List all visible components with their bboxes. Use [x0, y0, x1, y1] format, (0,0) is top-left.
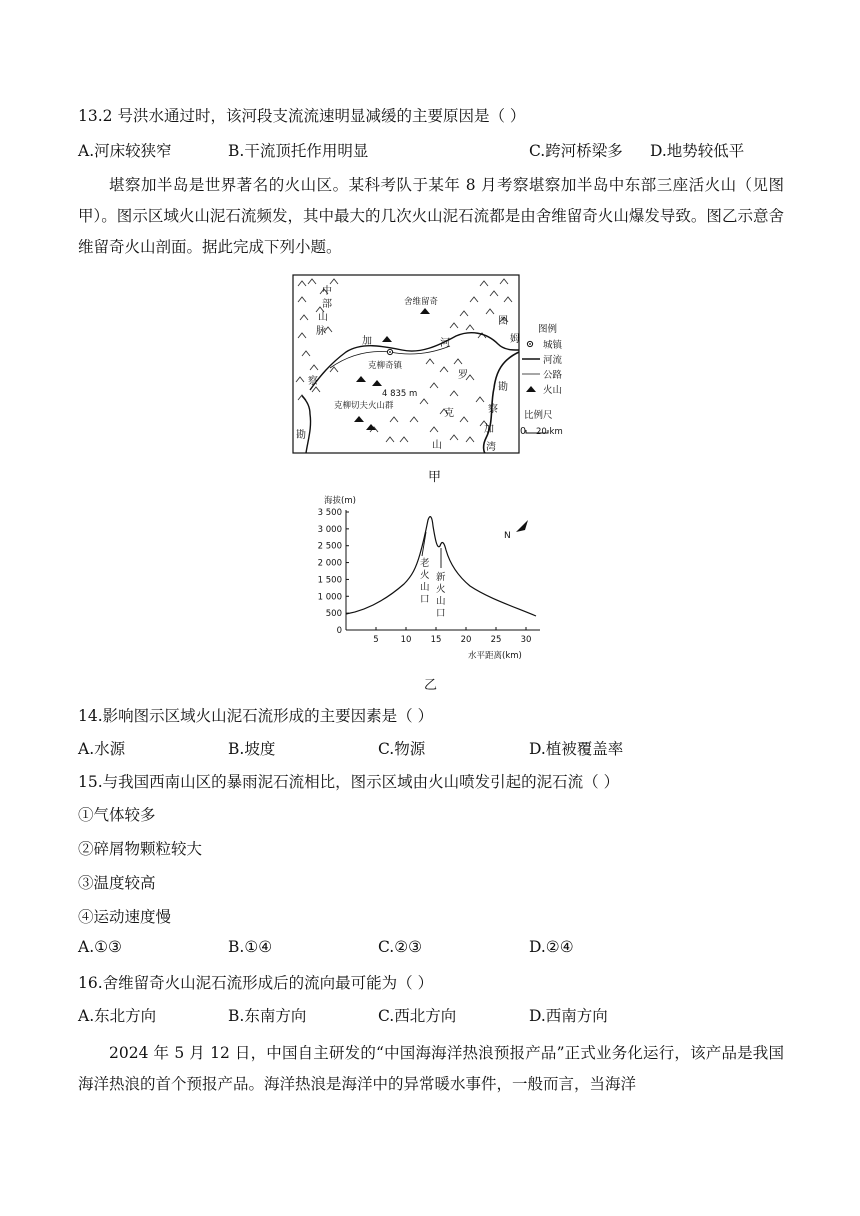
map-label-shan2: 山	[432, 440, 442, 451]
legend-town: 城镇	[543, 340, 563, 351]
q13-option-a: A.河床较狭窄	[78, 142, 172, 160]
profile-ylabel: 海拔(m)	[324, 496, 356, 506]
map-label-kan-bay: 勘	[498, 382, 508, 393]
q15-item-1: ①气体较多	[78, 806, 156, 824]
legend-volcano: 火山	[543, 385, 563, 396]
map-label-elevation: 4 835 m	[382, 389, 418, 399]
new-crater-char-1: 新	[436, 572, 446, 583]
intro-paragraph-kamchatka: 堪察加半岛是世界著名的火山区。某科考队于某年 8 月考察堪察加半岛中东部三座活火山（见图甲）。图示区域火山泥石流频发，其中最大的几次火山泥石流都是由舍维留奇火山爆发导致。图乙示意舍维留奇火山剖面。据此完成下列小题。	[78, 176, 784, 256]
north-label: N	[504, 531, 511, 541]
map-label-he: 河	[440, 338, 450, 349]
map-label-cha: 察	[308, 376, 318, 387]
legend-river: 河流	[543, 355, 563, 366]
profile-ytick-label: 1 000	[318, 592, 342, 603]
old-crater-char-2: 火	[420, 570, 430, 581]
profile-xtick-label: 25	[490, 635, 502, 645]
legend-title: 图例	[538, 324, 558, 335]
intro-paragraph-marine-heatwave: 2024 年 5 月 12 日，中国自主研发的“中国海海洋热浪预报产品”正式业务化运行，该产品是我国海洋热浪的首个预报产品。海洋热浪是海洋中的异常暖水事件，一般而言，当海洋	[78, 1044, 784, 1093]
q15-option-a: A.①③	[78, 938, 122, 956]
map-label-wan: 湾	[486, 442, 496, 453]
q13-stem: 13.2 号洪水通过时，该河段支流流速明显减缓的主要原因是（ ）	[78, 107, 526, 125]
map-legend	[520, 323, 564, 437]
map-label-luo: 罗	[458, 370, 468, 381]
map-svg	[290, 272, 580, 460]
q14-option-c: C.物源	[378, 740, 426, 758]
profile-ytick-label: 2 000	[318, 558, 342, 569]
scale-title: 比例尺	[524, 410, 553, 421]
profile-xtick-label: 15	[430, 635, 442, 645]
new-crater-char-2: 火	[436, 584, 446, 595]
q15-item-3: ③温度较高	[78, 874, 156, 892]
q15-item-4: ④运动速度慢	[78, 908, 172, 926]
map-label-tu: 图	[498, 316, 508, 327]
map-caption: 甲	[428, 470, 442, 485]
map-label-shan: 山	[318, 312, 328, 323]
map-label-jia-bay: 加	[484, 424, 494, 435]
north-arrow-icon	[516, 520, 528, 532]
profile-ytick-label: 500	[325, 609, 342, 620]
map-label-bu: 部	[322, 299, 332, 310]
old-crater-char-3: 山	[420, 582, 430, 593]
q15-stem: 15.与我国西南山区的暴雨泥石流相比，图示区域由火山喷发引起的泥石流（ ）	[78, 773, 620, 791]
map-label-zhong: 中	[322, 286, 332, 297]
map-label-ke: 克	[444, 408, 454, 419]
profile-ytick-label: 1 500	[318, 575, 342, 586]
map-label-mu: 姆	[510, 334, 520, 345]
q15-option-d: D.②④	[529, 938, 574, 956]
profile-xtick-label: 30	[520, 635, 532, 645]
profile-ytick-label: 2 500	[318, 541, 342, 552]
map-figure	[290, 272, 580, 460]
profile-xlabel: 水平距离(km)	[468, 651, 522, 661]
q16-option-b: B.东南方向	[228, 1007, 307, 1025]
q16-stem: 16.舍维留奇火山泥石流形成后的流向最可能为（ ）	[78, 974, 434, 992]
profile-ytick-label: 3 000	[318, 524, 342, 535]
map-label-keliuqi-town: 克柳奇镇	[368, 361, 403, 371]
profile-figure	[318, 492, 550, 664]
new-crater-char-4: 口	[436, 608, 446, 619]
profile-xtick-label: 10	[400, 635, 412, 645]
q16-option-c: C.西北方向	[378, 1007, 457, 1025]
profile-ytick-label: 0	[336, 626, 342, 636]
q16-option-a: A.东北方向	[78, 1007, 157, 1025]
q15-item-2: ②碎屑物颗粒较大	[78, 840, 203, 858]
map-label-shevelyuch: 舍维留奇	[404, 297, 439, 307]
q14-stem: 14.影响图示区域火山泥石流形成的主要因素是（ ）	[78, 707, 434, 725]
old-crater-char-1: 老	[420, 558, 430, 569]
q15-option-b: B.①④	[228, 938, 273, 956]
q16-option-d: D.西南方向	[529, 1007, 608, 1025]
old-crater-char-4: 口	[420, 594, 430, 605]
profile-xtick-label: 20	[460, 635, 472, 645]
profile-svg	[318, 492, 550, 664]
q14-option-a: A.水源	[78, 740, 126, 758]
q14-option-b: B.坡度	[228, 740, 276, 758]
new-crater-char-3: 山	[436, 596, 446, 607]
map-label-kan-left: 勘	[296, 430, 306, 441]
map-label-mai: 脉	[316, 326, 326, 337]
scale-zero: 0	[520, 426, 527, 437]
profile-ytick-label: 3 500	[318, 508, 342, 518]
profile-caption: 乙	[424, 678, 438, 693]
profile-xtick-label: 5	[373, 635, 379, 645]
legend-volcano-icon	[526, 386, 536, 392]
q13-option-d: D.地势较低平	[650, 142, 745, 160]
map-label-jia: 加	[362, 336, 372, 347]
q13-option-b: B.干流顶托作用明显	[228, 142, 369, 160]
q14-option-d: D.植被覆盖率	[529, 740, 624, 758]
q15-option-c: C.②③	[378, 938, 423, 956]
map-label-volcano-group: 克柳切夫火山群	[334, 401, 394, 411]
q13-option-c: C.跨河桥梁多	[529, 142, 623, 160]
scale-value: 20 km	[536, 427, 563, 437]
legend-road: 公路	[543, 370, 563, 381]
map-label-cha-bay: 察	[488, 404, 498, 415]
